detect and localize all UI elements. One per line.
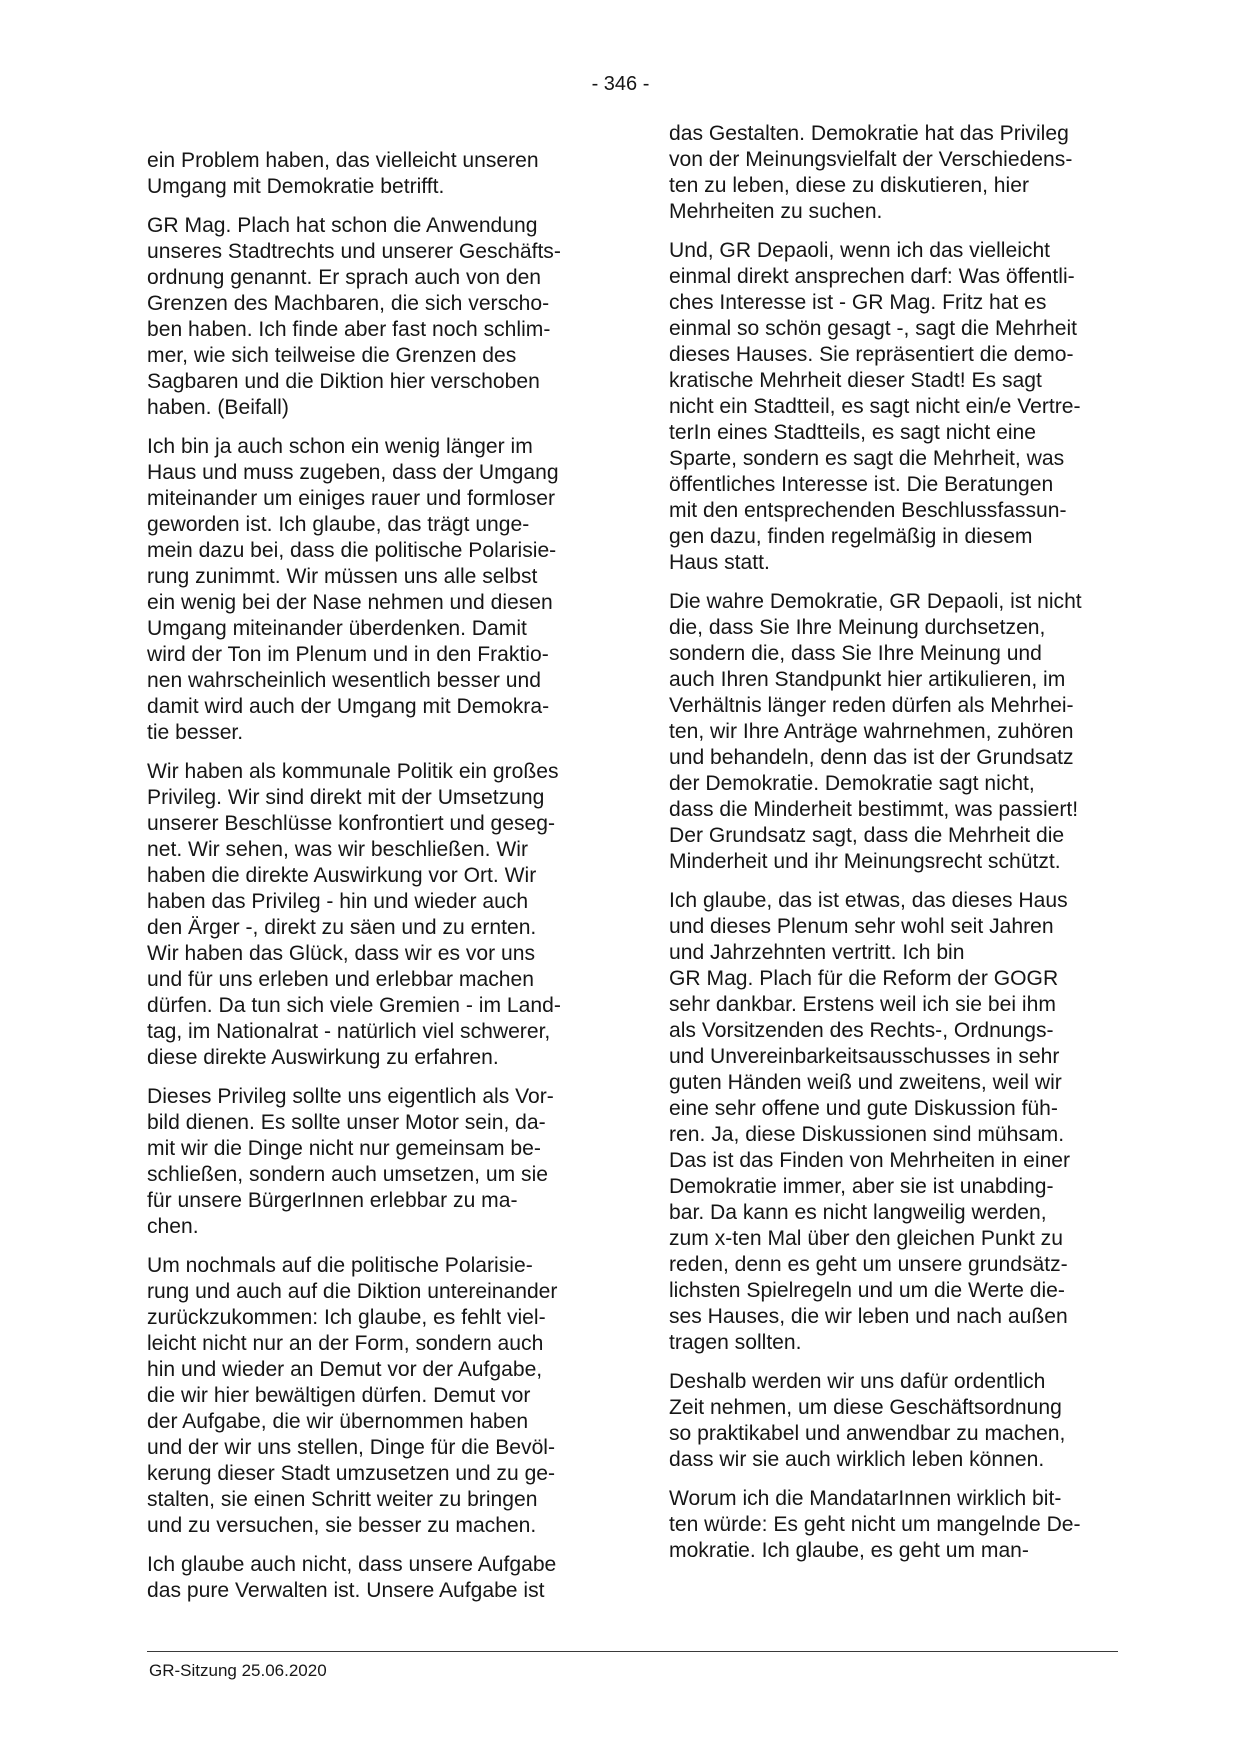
footer-session-date: GR-Sitzung 25.06.2020: [149, 1661, 327, 1680]
paragraph: Um nochmals auf die politische Polarisie- rung und auch auf die Diktion untereinander zurückzukommen: Ich glaube, es fehlt viel- leicht nicht nur an der Form, sondern auch hin und wieder an Demut vor der Aufgabe, die wir hier bewältigen dürfen. Demut vor der Aufgabe, die wir übernommen haben und der wir uns stellen, Dinge für die Bevöl- kerung dieser Stadt umzusetzen und zu ge- stalten, sie einen Schritt weiter zu bringen und zu versuchen, sie besser zu machen.: [147, 1254, 558, 1537]
paragraph: ein Problem haben, das vielleicht unseren Umgang mit Demokratie betrifft.: [147, 149, 539, 198]
paragraph: Worum ich die MandatarInnen wirklich bit- ten würde: Es geht nicht um mangelnde De- mokratie. Ich glaube, es geht um man-: [669, 1487, 1081, 1562]
paragraph: das Gestalten. Demokratie hat das Privileg von der Meinungsvielfalt der Verschiedens- ten zu leben, diese zu diskutieren, hier Mehrheiten zu suchen.: [669, 122, 1073, 223]
page-number: - 346 -: [591, 73, 650, 95]
paragraph: Ich bin ja auch schon ein wenig länger im Haus und muss zugeben, dass der Umgang miteinander um einiges rauer und formloser geworden ist. Ich glaube, das trägt unge- mein dazu bei, dass die politische Polarisie- rung zunimmt. Wir müssen uns alle selbst ein wenig bei der Nase nehmen und diesen Umgang miteinander überdenken. Damit wird der Ton im Plenum und in den Fraktio- nen wahrscheinlich wesentlich besser und damit wird auch der Umgang mit Demokra- tie besser.: [147, 435, 559, 744]
paragraph: Ich glaube auch nicht, dass unsere Aufgabe das pure Verwalten ist. Unsere Aufgabe ist: [147, 1553, 557, 1602]
paragraph: Dieses Privileg sollte uns eigentlich als Vor- bild dienen. Es sollte unser Motor sein, da- mit wir die Dinge nicht nur gemeinsam be- schließen, sondern auch umsetzen, um sie für unsere BürgerInnen erlebbar zu ma- chen.: [147, 1085, 554, 1238]
paragraph: Wir haben als kommunale Politik ein großes Privileg. Wir sind direkt mit der Umsetzung unserer Beschlüsse konfrontiert und geseg- net. Wir sehen, was wir beschließen. Wir haben die direkte Auswirkung vor Ort. Wir haben das Privileg - hin und wieder auch den Ärger -, direkt zu säen und zu ernten. Wir haben das Glück, dass wir es vor uns und für uns erleben und erlebbar machen dürfen. Da tun sich viele Gremien - im Land- tag, im Nationalrat - natürlich viel schwerer, diese direkte Auswirkung zu erfahren.: [147, 760, 561, 1069]
left-column: [147, 148, 602, 1617]
paragraph: Die wahre Demokratie, GR Depaoli, ist nicht die, dass Sie Ihre Meinung durchsetzen, sondern die, dass Sie Ihre Meinung und auch Ihren Standpunkt hier artikulieren, im Verhältnis länger reden dürfen als Mehrhei- ten, wir Ihre Anträge wahrnehmen, zuhören und behandeln, denn das ist der Grundsatz der Demokratie. Demokratie sagt nicht, dass die Minderheit bestimmt, was passiert! Der Grundsatz sagt, dass die Mehrheit die Minderheit und ihr Meinungsrecht schützt.: [669, 590, 1082, 873]
right-column: [669, 121, 1124, 1577]
paragraph: Und, GR Depaoli, wenn ich das vielleicht einmal direkt ansprechen darf: Was öffentli- ches Interesse ist - GR Mag. Fritz hat es einmal so schön gesagt -, sagt die Mehrheit dieses Hauses. Sie repräsentiert die demo- kratische Mehrheit dieser Stadt! Es sagt nicht ein Stadtteil, es sagt nicht ein/e Vertre- terIn eines Stadtteils, es sagt nicht eine Sparte, sondern es sagt die Mehrheit, was öffentliches Interesse ist. Die Beratungen mit den entsprechenden Beschlussfassun- gen dazu, finden regelmäßig in diesem Haus statt.: [669, 239, 1081, 574]
paragraph: GR Mag. Plach hat schon die Anwendung unseres Stadtrechts und unserer Geschäfts- ordnung genannt. Er sprach auch von den Grenzen des Machbaren, die sich verscho- ben haben. Ich finde aber fast noch schlim- mer, wie sich teilweise die Grenzen des Sagbaren und die Diktion hier verschoben haben. (Beifall): [147, 214, 561, 419]
footer-divider: [147, 1651, 1118, 1652]
paragraph: Ich glaube, das ist etwas, das dieses Haus und dieses Plenum sehr wohl seit Jahren und Jahrzehnten vertritt. Ich bin GR Mag. Plach für die Reform der GOGR sehr dankbar. Erstens weil ich sie bei ihm als Vorsitzenden des Rechts-, Ordnungs- und Unvereinbarkeitsausschusses in sehr guten Händen weiß und zweitens, weil wir eine sehr offene und gute Diskussion füh- ren. Ja, diese Diskussionen sind mühsam. Das ist das Finden von Mehrheiten in einer Demokratie immer, aber sie ist unabding- bar. Da kann es nicht langweilig werden, zum x-ten Mal über den gleichen Punkt zu reden, denn es geht um unsere grundsätz- lichsten Spielregeln und um die Werte die- ses Hauses, die wir leben und nach außen tragen sollten.: [669, 889, 1070, 1354]
paragraph: Deshalb werden wir uns dafür ordentlich Zeit nehmen, um diese Geschäftsordnung so praktikabel und anwendbar zu machen, dass wir sie auch wirklich leben können.: [669, 1370, 1066, 1471]
